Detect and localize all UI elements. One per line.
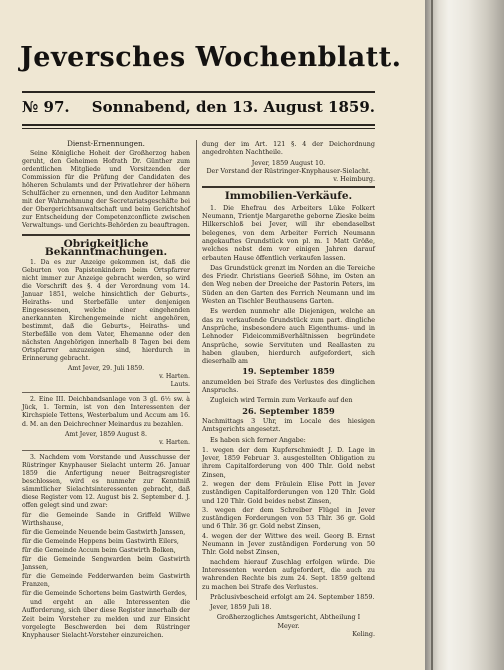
- notice-3-tail: und ergeht an alle Interessenten die Aufforderung, sich über diese Register innerhalb der Zeit beim Vorsteher zu melden und zur Einsicht vorgelegte Beschwerden bei dem Rüstringer Knyphauser Sielacht-Vorsteher einzureichen.: [22, 599, 190, 639]
- court-name: Großherzogliches Amtsgericht, Abtheilung I: [216, 613, 361, 622]
- real-estate-p8: nachdem hierauf Zuschlag erfolgen würde. Die Interessenten werden aufgefordert, die auch zu wahrenden Rechte bis zum 24. Sept. 1859 geltend zu machen bei Strafe des Verlustes.: [202, 557, 375, 591]
- issue-line: [22, 98, 375, 116]
- claim-item: 3. wegen der dem Schreiber Flügel in Jever zuständigen Forderungen von 53 Thlr. 36 gr. Gold und 6 Thlr. 36 gr. Gold nebst Zinsen,: [202, 505, 375, 531]
- divider: [22, 234, 190, 236]
- court-signature: Meyer.: [277, 621, 300, 630]
- real-estate-p9: Präclusivbescheid erfolgt am 24. September 1859.: [210, 592, 375, 601]
- issue-number: № 97.: [22, 98, 70, 116]
- real-estate-p6: Nachmittags 3 Uhr, im Locale des hiesigen Amtsgerichts angesetzt.: [202, 416, 375, 434]
- real-estate-p10: Jever, 1859 Juli 18.: [210, 603, 272, 612]
- deadline-date: 19. September 1859: [242, 366, 335, 377]
- court-countersign: Keling.: [352, 630, 375, 639]
- official-notices-heading: Obrigkeitliche Bekanntmachungen.: [44, 237, 168, 258]
- sale-date: 26. September 1859: [242, 405, 335, 416]
- divider: [22, 392, 190, 393]
- continued-date: Jever, 1859 August 10.: [251, 158, 326, 167]
- continued-text: dung der im Art. 121 §. 4 der Deichordnung angedrohten Nachtheile.: [202, 140, 375, 157]
- claim-item: 4. wegen der der Wittwe des weil. Georg B. Ernst Neumann in Jever zuständigen Forderung von 50 Thlr. Gold nebst Zinsen,: [202, 531, 375, 557]
- issue-date: Sonnabend, den 13. August 1859.: [91, 98, 375, 116]
- section-label-appointments: Dienst-Ernennungen.: [67, 139, 145, 148]
- claim-item: 1. wegen der dem Kupferschmiedt J. D. Lage in Jever, 1859 Februar 3. ausgestellten Obligation zu ihrem Capitalforderung von 400 Thlr. Gold nebst Zinsen,: [202, 445, 375, 479]
- right-column: [202, 140, 375, 638]
- issue-rule-top: [22, 124, 375, 126]
- divider: [22, 450, 190, 451]
- continued-signature: v. Heimburg.: [333, 175, 375, 184]
- real-estate-p3: Es werden nunmehr alle Diejenigen, welche an das zu verkaufende Grundstück zum part. dingliche Ansprüche, insbesondere auch Eigenthums- und in Lehnoder Fideicommißverhältnissen begründete Ansprüche, sowie Servituten und Reallasten zu haben glauben, hierdurch aufgefordert, sich dieserhalb am: [202, 307, 375, 366]
- masthead-title: Jeversches Wochenblatt.: [20, 42, 402, 73]
- notice-1-date: Amt Jever, 29. Juli 1859.: [67, 365, 145, 373]
- notice-1: 1. Da es zur Anzeige gekommen ist, daß die Geburten von Papistenkindern beim Ortspfarrer nicht immer zur Anzeige gebracht werden, so wird die Vorschrift des §. 4 der Verordnung vom 14. Januar 1851, welche hinsichtlich der Geburts-, Heiraths- und Sterbefälle unter denjenigen Eingesessenen, welche einer eingehenden anerkannten Kirchengemeinde nicht angehören, bestimmt, daß die Geburts-, Heiraths- und Sterbefälle von dem Vater, Ehemanne oder den nächsten Angehörigen innerhalb 8 Tagen bei dem Ortspfarrer anzuzeigen sind, hierdurch in Erinnerung gebracht.: [22, 258, 190, 363]
- notice-2-date: Amt Jever, 1859 August 8.: [65, 430, 147, 438]
- notice-3-list-item: für die Gemeinde Fedderwarden beim Gastwirth Franzen,: [22, 573, 190, 589]
- masthead-rule: [22, 91, 375, 93]
- real-estate-p5: Zugleich wird Termin zum Verkaufe auf den: [210, 396, 353, 405]
- issue-rule-bottom: [22, 128, 375, 129]
- real-estate-heading: Immobilien-Verkäufe.: [224, 190, 353, 203]
- real-estate-p4: anzumelden bei Strafe des Verlustes des dinglichen Anspruchs.: [202, 377, 375, 395]
- notice-3-list-item: für die Gemeinde Sande in Griffeld Willwe Wirthshause,: [22, 511, 190, 528]
- notice-1-countersign: Lauts.: [170, 381, 190, 389]
- left-column: [22, 140, 190, 642]
- real-estate-p7: Es haben sich ferner Angabe:: [210, 435, 306, 444]
- claim-item: 2. wegen der dem Fräulein Elise Pott in Jever zuständigen Capitalforderungen von 120 Thlr. Gold und 120 Thlr. Gold beides nebst Zinsen,: [202, 479, 375, 505]
- divider: [202, 186, 375, 188]
- notice-3-list-item: für die Gemeinde Schortens beim Gastwirth Gerdes,: [22, 590, 187, 598]
- continued-authority: Der Vorstand der Rüstringer-Knyphauser-Sielacht.: [206, 166, 371, 175]
- book-spine: [425, 0, 504, 670]
- notice-3-list-item: für die Gemeinde Neuende beim Gastwirth Janssen,: [22, 529, 186, 537]
- notice-2-signature: v. Harten.: [159, 438, 190, 446]
- notice-3-list-item: für die Gemeinde Sengwarden beim Gastwirth Janssen,: [22, 556, 190, 572]
- notice-3: 3. Nachdem vom Vorstande und Ausschusse der Rüstringer Knyphauser Sielacht unterm 26. Januar 1859 die Anfertigung neuer Beitragsregister beschlossen, wird es nunmehr zur Kenntniß sämmtlicher Sielachtsinteressenten gebracht, daß diese Register vom 12. August bis 2. September d. J. offen gelegt sind und zwar:: [22, 453, 190, 509]
- appointments-text: Seine Königliche Hoheit der Großherzog haben geruht, den Geheimen Hofrath Dr. Günther zum ordentlichen Mitgliede und Vorsitzenden der Commission für die Prüfung der Candidaten des höheren Schulamts und der Privatlehrer der höhern Schulfächer zu ernennen, und den Auditor Lehmann mit der Wahrnehmung der Secretariatsgeschäfte bei der Obergerichtsanwaltschaft und beim Gerichtshof zur Entscheidung der Competenzconflicte zwischen Verwaltungs- und Gerichts-Behörden zu beauftragen.: [22, 150, 190, 230]
- column-divider: [196, 140, 197, 600]
- notice-1-signature: v. Harten.: [159, 373, 190, 381]
- notice-2: 2. Eine III. Deichbandsanlage von 3 gl. 6½ sw. à Jück, 1. Termin, ist von den Interessenten der Kirchspiele Tettens, Westerbalum und Accum am 16. d. M. an den Deichrechner Meinardus zu bezahlen.: [22, 396, 190, 428]
- notice-3-list-item: für die Gemeinde Heppens beim Gastwirth Eilers,: [22, 538, 179, 546]
- real-estate-p2: Das Grundstück grenzt im Norden an die Tereiche des Friedr. Christians Geerieß Söhne, im Osten an den Weg neben der Dreeiche der Pastorin Peters, im Süden an den Garten des Ferrich Neumann und im Westen an Tischler Beuthausens Garten.: [202, 263, 375, 306]
- real-estate-p1: 1. Die Ehefrau des Arbeiters Lüke Folkert Neumann, Trientje Margarethe geborne Zieske beim Hilkerschloß bei Jever, will ihr ebendaselbst belegenes, von dem Arbeiter Ferrich Neumann angekauftes Grundstück von pl. m. 1 Matt Größe, welches nebst dem vor einigen Jahren darauf erbauten Hause öffentlich verkaufen lassen.: [202, 203, 375, 262]
- notice-3-list-item: für die Gemeinde Accum beim Gastwirth Bolken,: [22, 547, 176, 555]
